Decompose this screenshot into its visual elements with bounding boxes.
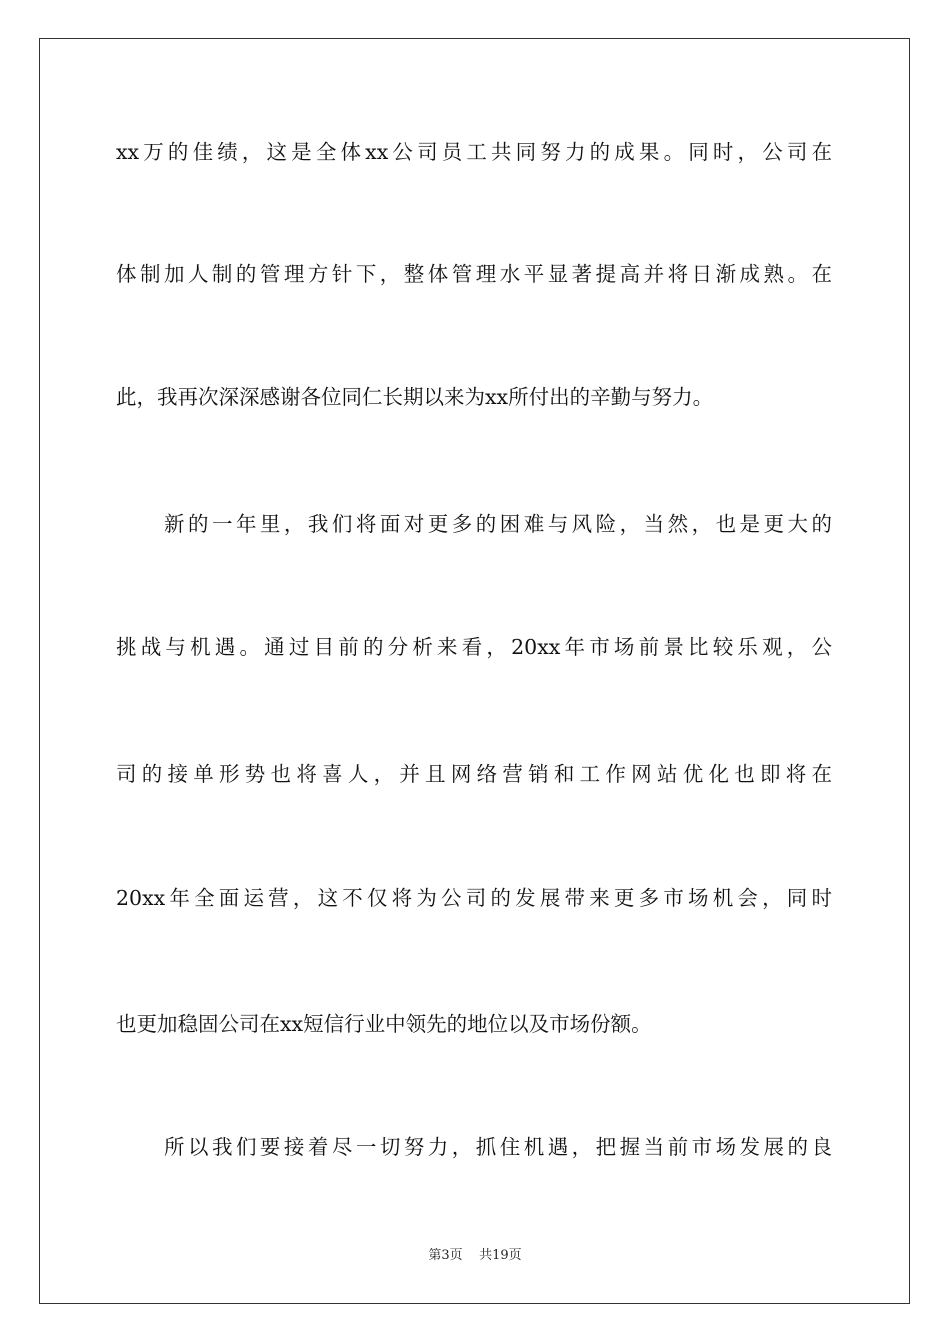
paragraph-line-7: 20xx年全面运营，这不仅将为公司的发展带来更多市场机会，同时 <box>116 886 832 910</box>
paragraph-line-3: 此，我再次深深感谢各位同仁长期以来为xx所付出的辛勤与努力。 <box>116 385 714 409</box>
paragraph-line-2: 体制加人制的管理方针下，整体管理水平显著提高并将日渐成熟。在 <box>116 262 832 286</box>
paragraph-line-1: xx万的佳绩，这是全体xx公司员工共同努力的成果。同时，公司在 <box>116 140 832 164</box>
page-total: 共19页 <box>479 1248 522 1263</box>
paragraph-line-9: 所以我们要接着尽一切努力，抓住机遇，把握当前市场发展的良 <box>164 1135 832 1159</box>
page-border <box>39 38 910 1304</box>
page-footer <box>0 1247 950 1265</box>
page-number: 第3页 <box>428 1248 463 1263</box>
paragraph-line-4: 新的一年里，我们将面对更多的困难与风险，当然，也是更大的 <box>164 512 832 536</box>
paragraph-line-8: 也更加稳固公司在xx短信行业中领先的地位以及市场份额。 <box>116 1012 652 1036</box>
paragraph-line-5: 挑战与机遇。通过目前的分析来看，20xx年市场前景比较乐观，公 <box>116 635 832 659</box>
paragraph-line-6: 司的接单形势也将喜人，并且网络营销和工作网站优化也即将在 <box>116 762 832 786</box>
